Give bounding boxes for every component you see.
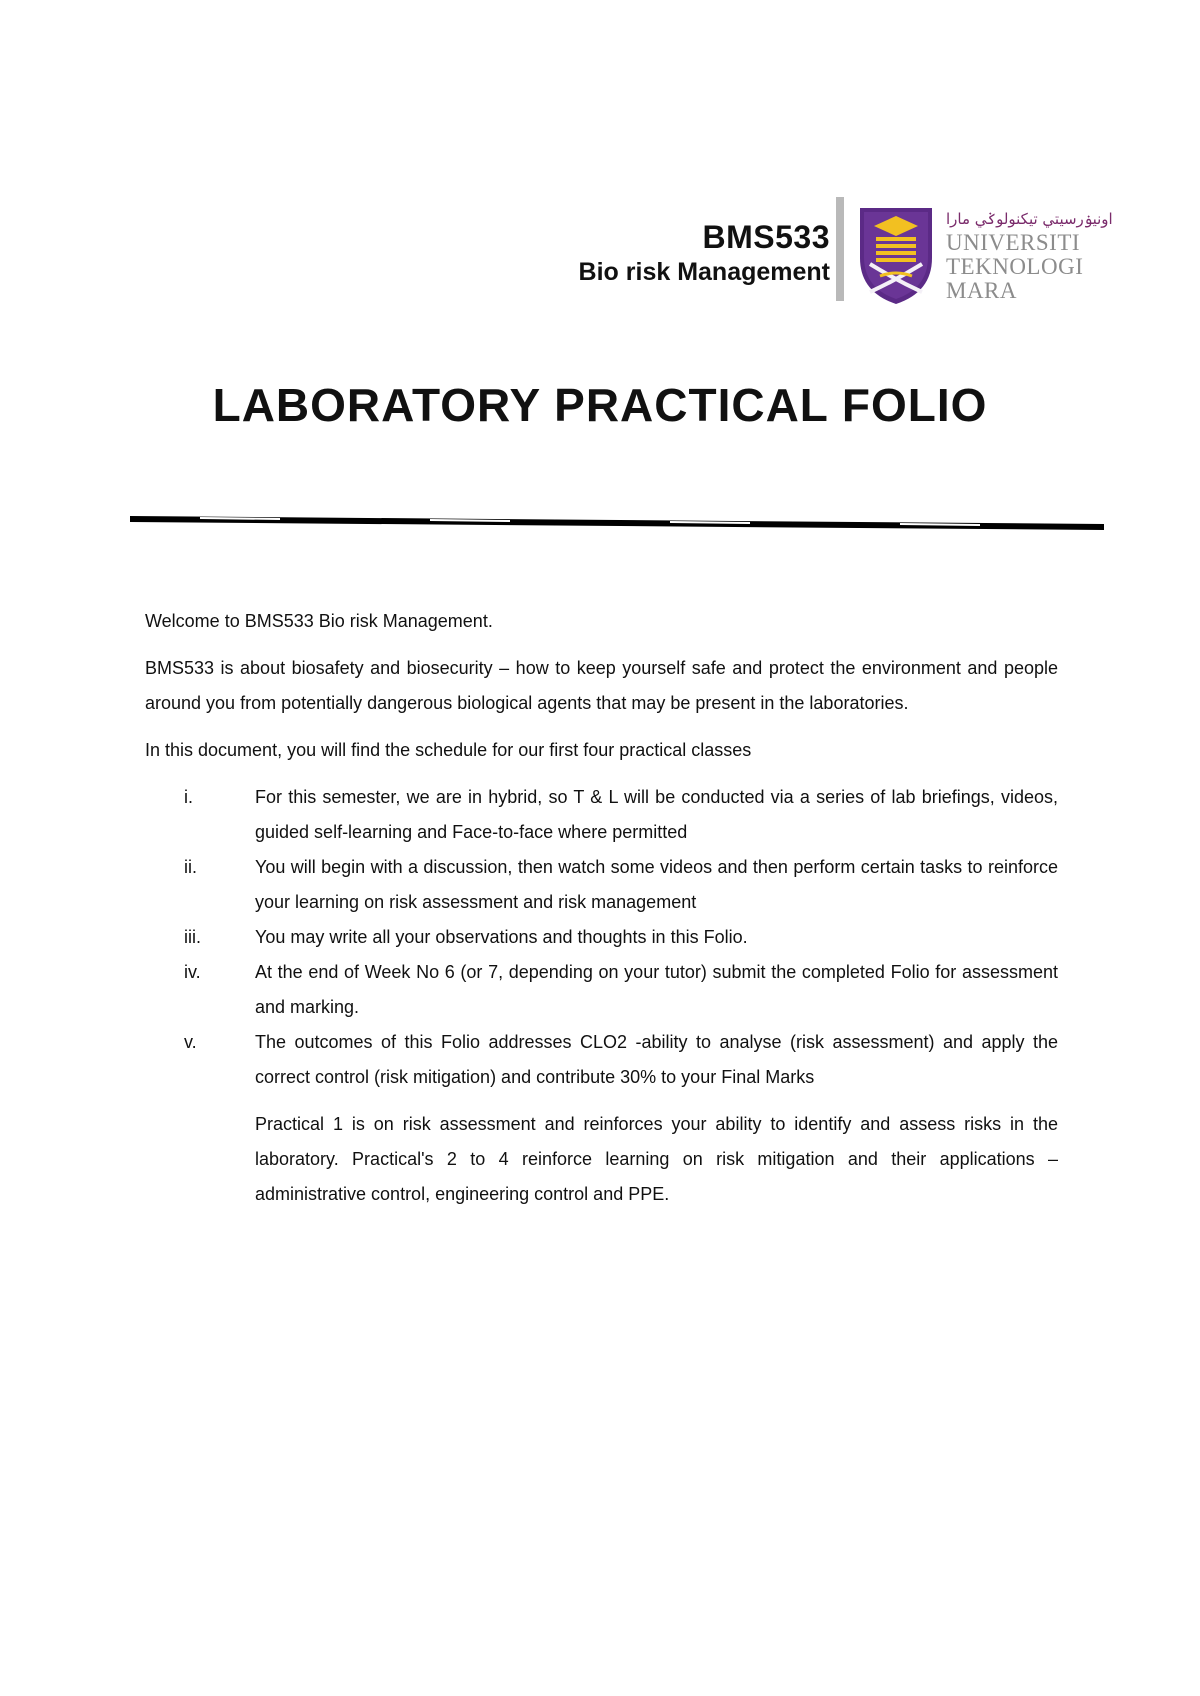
university-logo <box>858 206 1113 306</box>
list-marker: i. <box>184 787 193 807</box>
welcome-paragraph: Welcome to BMS533 Bio risk Management. <box>145 611 493 631</box>
about-paragraph: BMS533 is about biosafety and biosecurity – how to keep yourself safe and protect the environment and people around you from potentially dangerous biological agents that may be present in the laboratories. <box>145 658 1058 713</box>
logo-text-line2: TEKNOLOGI <box>946 254 1084 279</box>
logo-text-line3: MARA <box>946 278 1018 303</box>
uitm-crest-icon <box>860 208 932 304</box>
list-item-text: For this semester, we are in hybrid, so T & L will be conducted via a series of lab briefings, videos, guided self-learning and Face-to-face where permitted <box>255 787 1058 842</box>
instruction-list <box>145 780 1058 1095</box>
title-divider <box>130 510 1104 534</box>
list-marker: v. <box>184 1032 197 1052</box>
list-marker: iii. <box>184 927 201 947</box>
document-title: LABORATORY PRACTICAL FOLIO <box>212 379 988 431</box>
list-item <box>145 955 1058 1025</box>
list-item <box>145 920 1058 955</box>
list-marker: iv. <box>184 962 201 982</box>
list-item <box>145 1025 1058 1095</box>
list-item-text: At the end of Week No 6 (or 7, depending on your tutor) submit the completed Folio for assessment and marking. <box>255 962 1058 1017</box>
course-code: BMS533 <box>702 219 830 255</box>
course-name: Bio risk Management <box>578 258 830 286</box>
list-item-text: You may write all your observations and thoughts in this Folio. <box>255 927 748 947</box>
course-header <box>579 218 830 288</box>
header-separator-bar <box>836 197 844 301</box>
list-item <box>145 780 1058 850</box>
list-marker: ii. <box>184 857 197 877</box>
list-item-text: You will begin with a discussion, then watch some videos and then perform certain tasks to reinforce your learning on risk assessment and risk management <box>255 857 1058 912</box>
list-item-text: The outcomes of this Folio addresses CLO2 -ability to analyse (risk assessment) and apply the correct control (risk mitigation) and contribute 30% to your Final Marks <box>255 1032 1058 1087</box>
list-item <box>145 850 1058 920</box>
intro-paragraph: In this document, you will find the schedule for our first four practical classes <box>145 740 752 760</box>
logo-jawi-text: اونيۏرسيتي تيکنولوݢي مارا <box>946 210 1113 228</box>
practical-note-paragraph: Practical 1 is on risk assessment and reinforces your ability to identify and assess risks in the laboratory. Practical's 2 to 4 reinforce learning on risk mitigation and their applications – administrative control, engineering control and PPE. <box>255 1114 1058 1204</box>
logo-text-line1: UNIVERSITI <box>946 230 1081 255</box>
body-content <box>145 604 1058 1212</box>
